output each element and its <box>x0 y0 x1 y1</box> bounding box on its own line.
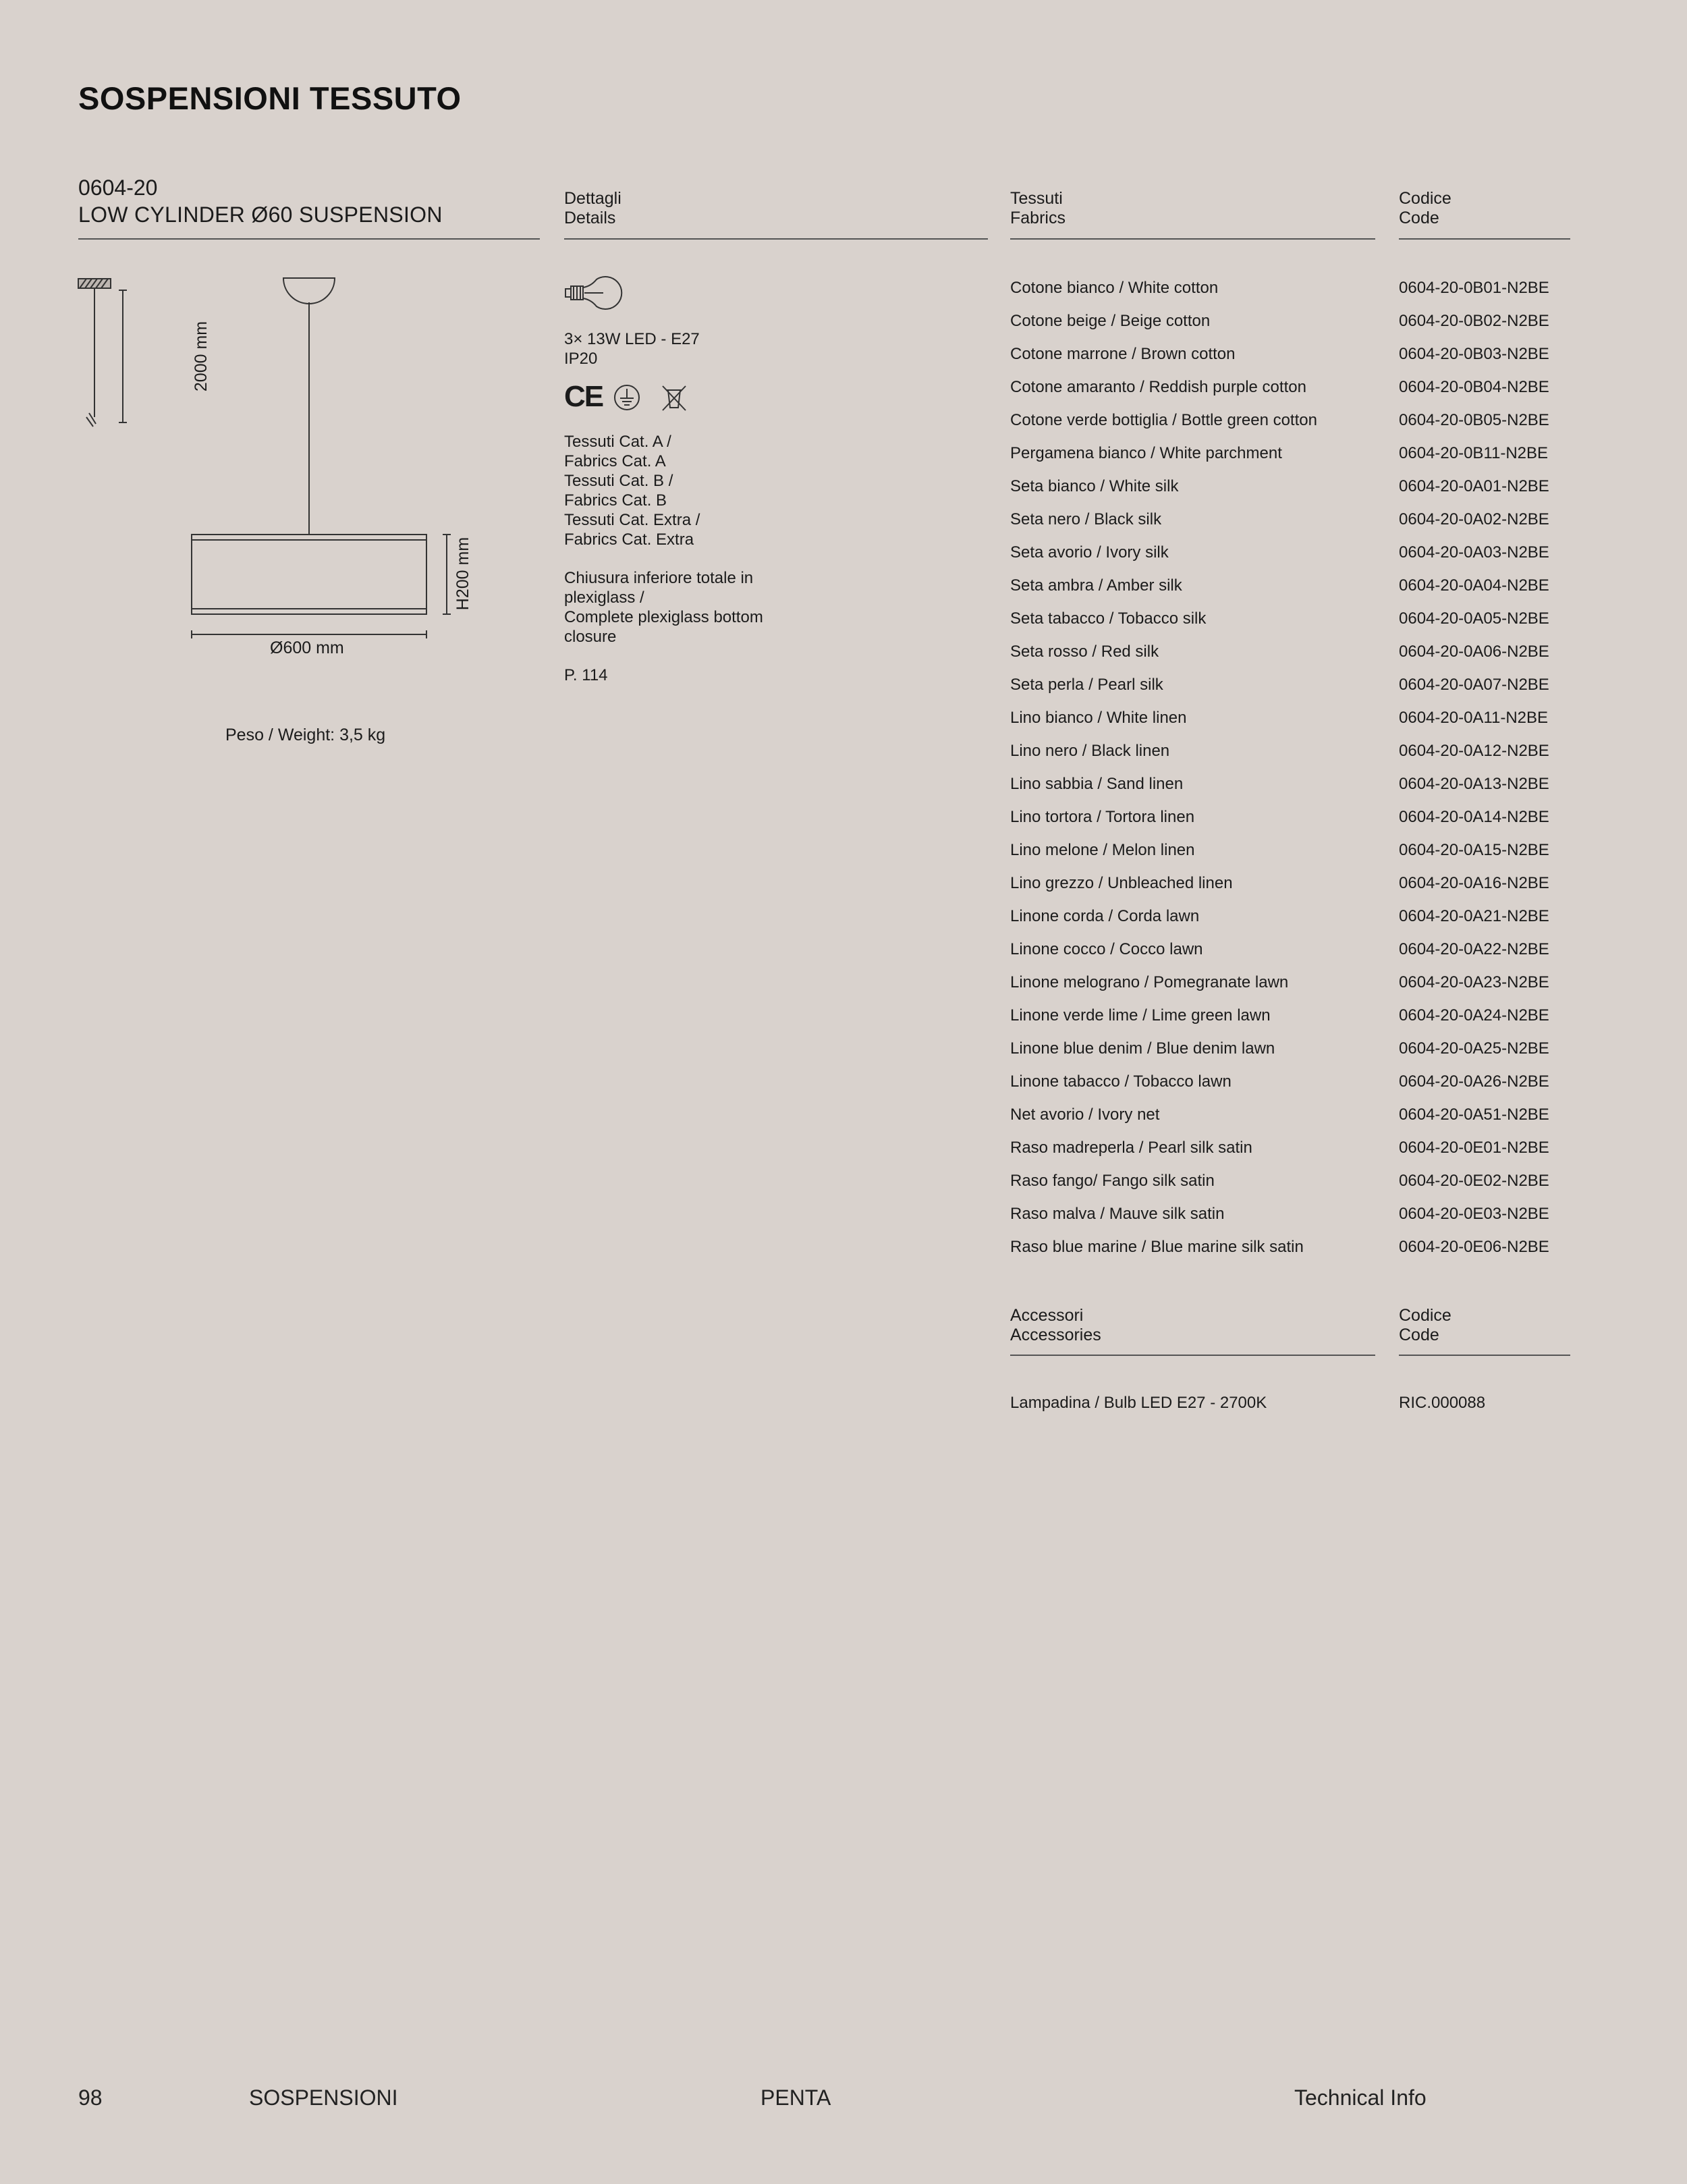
fabric-code: 0604-20-0A23-N2BE <box>1399 973 1549 991</box>
fabric-code: 0604-20-0A25-N2BE <box>1399 1039 1549 1058</box>
fabric-name: Lino sabbia / Sand linen <box>1010 775 1184 793</box>
details-header-it: Dettagli <box>564 189 621 208</box>
fabric-code: 0604-20-0A01-N2BE <box>1399 477 1549 495</box>
accessories-code-header <box>1399 1306 1451 1345</box>
fabric-name: Linone cocco / Cocco lawn <box>1010 940 1203 958</box>
accessories-rule <box>1010 1355 1375 1356</box>
ceiling-plate-side-icon <box>78 279 111 427</box>
fabric-name: Raso fango/ Fango silk satin <box>1010 1172 1215 1190</box>
fabric-code: 0604-20-0A12-N2BE <box>1399 742 1549 760</box>
fabric-code: 0604-20-0A07-N2BE <box>1399 676 1549 694</box>
fabric-code: 0604-20-0A51-N2BE <box>1399 1105 1549 1124</box>
fabric-name: Net avorio / Ivory net <box>1010 1105 1160 1124</box>
product-rule <box>78 238 540 240</box>
product-code: 0604-20 <box>78 175 158 200</box>
ip-rating: IP20 <box>564 350 598 368</box>
fabrics-code-header-en: Code <box>1399 209 1439 227</box>
accessories-code-rule <box>1399 1355 1570 1356</box>
fabric-row <box>1010 1171 1617 1204</box>
fabrics-rule <box>1010 238 1375 240</box>
fabric-row <box>1010 873 1617 906</box>
fabric-name: Lino nero / Black linen <box>1010 742 1170 760</box>
fabric-name: Lino tortora / Tortora linen <box>1010 808 1195 826</box>
fabric-code: 0604-20-0B04-N2BE <box>1399 378 1549 396</box>
fabric-name: Seta rosso / Red silk <box>1010 643 1159 661</box>
fabric-row <box>1010 311 1617 344</box>
fabric-code: 0604-20-0B03-N2BE <box>1399 345 1549 363</box>
fabric-name: Cotone beige / Beige cotton <box>1010 312 1211 330</box>
fabric-code: 0604-20-0A22-N2BE <box>1399 940 1549 958</box>
fabric-code: 0604-20-0A03-N2BE <box>1399 543 1549 562</box>
fabric-row <box>1010 1072 1617 1105</box>
fabric-code: 0604-20-0E02-N2BE <box>1399 1172 1549 1190</box>
bulb-icon <box>561 274 626 312</box>
page-number: 98 <box>78 2085 103 2110</box>
cable-length-label: 2000 mm <box>192 321 211 392</box>
details-header <box>564 189 621 228</box>
fabric-cat-line: Fabrics Cat. Extra <box>564 530 694 549</box>
fabric-row <box>1010 410 1617 443</box>
fabric-code: 0604-20-0A05-N2BE <box>1399 609 1549 628</box>
fabric-row <box>1010 1006 1617 1039</box>
fabric-row <box>1010 576 1617 609</box>
fabric-row <box>1010 278 1617 311</box>
fabric-row <box>1010 642 1617 675</box>
fabric-code: 0604-20-0A13-N2BE <box>1399 775 1549 793</box>
fabric-row <box>1010 1237 1617 1270</box>
fabric-name: Raso blue marine / Blue marine silk satin <box>1010 1238 1304 1256</box>
fabrics-header-en: Fabrics <box>1010 209 1066 227</box>
fabrics-header <box>1010 189 1066 228</box>
closure-line: plexiglass / <box>564 589 644 607</box>
fabric-code: 0604-20-0E06-N2BE <box>1399 1238 1549 1256</box>
fabric-name: Linone corda / Corda lawn <box>1010 907 1200 925</box>
fabric-code: 0604-20-0B05-N2BE <box>1399 411 1549 429</box>
closure-line: Chiusura inferiore totale in <box>564 569 754 587</box>
diameter-label: Ø600 mm <box>270 638 344 657</box>
fabric-row <box>1010 708 1617 741</box>
fabric-name: Linone tabacco / Tobacco lawn <box>1010 1072 1232 1091</box>
closure-line: closure <box>564 628 617 646</box>
fabrics-header-it: Tessuti <box>1010 189 1063 208</box>
fabric-code: 0604-20-0A16-N2BE <box>1399 874 1549 892</box>
fabric-name: Lino melone / Melon linen <box>1010 841 1195 859</box>
fabric-code: 0604-20-0A26-N2BE <box>1399 1072 1549 1091</box>
fabric-name: Seta nero / Black silk <box>1010 510 1162 528</box>
fabric-cat-line: Fabrics Cat. A <box>564 452 666 470</box>
fabric-row <box>1010 774 1617 807</box>
fabric-name: Seta perla / Pearl silk <box>1010 676 1163 694</box>
fabric-code: 0604-20-0E01-N2BE <box>1399 1139 1549 1157</box>
fabric-cat-line: Tessuti Cat. Extra / <box>564 511 700 529</box>
fabric-code: 0604-20-0A06-N2BE <box>1399 643 1549 661</box>
technical-drawing <box>67 270 499 675</box>
footer-collection: PENTA <box>760 2085 831 2110</box>
fabric-row <box>1010 973 1617 1006</box>
details-header-en: Details <box>564 209 616 227</box>
ground-symbol-icon <box>613 383 641 412</box>
accessories-code-header-en: Code <box>1399 1326 1439 1344</box>
fabric-name: Raso malva / Mauve silk satin <box>1010 1205 1225 1223</box>
fabric-code: 0604-20-0A02-N2BE <box>1399 510 1549 528</box>
fabric-row <box>1010 443 1617 476</box>
fabric-code: 0604-20-0A21-N2BE <box>1399 907 1549 925</box>
fabric-code: 0604-20-0E03-N2BE <box>1399 1205 1549 1223</box>
fabric-row <box>1010 1105 1617 1138</box>
height-dimension-line <box>443 535 451 614</box>
fabric-row <box>1010 1204 1617 1237</box>
fabric-row <box>1010 609 1617 642</box>
fabric-name: Linone verde lime / Lime green lawn <box>1010 1006 1271 1025</box>
fabric-row <box>1010 807 1617 840</box>
ce-mark-icon: CE <box>564 380 603 413</box>
fabric-row <box>1010 377 1617 410</box>
weight-label: Peso / Weight: 3,5 kg <box>225 726 386 744</box>
fabric-code: 0604-20-0A04-N2BE <box>1399 576 1549 595</box>
page-reference: P. 114 <box>564 666 608 684</box>
fabric-row <box>1010 939 1617 973</box>
accessories-header-it: Accessori <box>1010 1306 1084 1325</box>
fabrics-code-header <box>1399 189 1451 228</box>
accessory-row <box>1010 1394 1617 1414</box>
accessories-header <box>1010 1306 1101 1345</box>
fabric-name: Linone melograno / Pomegranate lawn <box>1010 973 1289 991</box>
details-notes <box>564 432 942 704</box>
fabric-name: Cotone bianco / White cotton <box>1010 279 1219 297</box>
accessories-header-en: Accessories <box>1010 1326 1101 1344</box>
closure-line: Complete plexiglass bottom <box>564 608 763 626</box>
page-title: SOSPENSIONI TESSUTO <box>78 80 462 116</box>
height-label: H200 mm <box>453 537 472 611</box>
fabric-row <box>1010 476 1617 510</box>
fabric-name: Seta bianco / White silk <box>1010 477 1179 495</box>
pendant-lamp-drawing <box>192 278 426 614</box>
weee-bin-icon <box>660 383 688 412</box>
fabric-code: 0604-20-0B02-N2BE <box>1399 312 1549 330</box>
details-rule <box>564 238 988 240</box>
fabric-code: 0604-20-0B01-N2BE <box>1399 279 1549 297</box>
bulb-spec: 3× 13W LED - E27 <box>564 330 700 348</box>
fabric-code: 0604-20-0A11-N2BE <box>1399 709 1549 727</box>
fabric-name: Cotone amaranto / Reddish purple cotton <box>1010 378 1306 396</box>
fabric-cat-line: Tessuti Cat. A / <box>564 433 671 451</box>
fabric-name: Seta avorio / Ivory silk <box>1010 543 1169 562</box>
footer-section: SOSPENSIONI <box>249 2085 398 2110</box>
certification-icons <box>564 382 767 414</box>
fabric-cat-line: Tessuti Cat. B / <box>564 472 673 490</box>
fabric-row <box>1010 906 1617 939</box>
product-name: LOW CYLINDER Ø60 SUSPENSION <box>78 202 443 227</box>
details-block <box>564 329 942 387</box>
fabric-row <box>1010 510 1617 543</box>
fabric-name: Seta ambra / Amber silk <box>1010 576 1182 595</box>
fabric-row <box>1010 741 1617 774</box>
fabric-row <box>1010 840 1617 873</box>
fabric-name: Lino bianco / White linen <box>1010 709 1187 727</box>
accessories-code-header-it: Codice <box>1399 1306 1451 1325</box>
fabric-row <box>1010 1039 1617 1072</box>
fabric-list <box>1010 278 1617 1270</box>
fabric-row <box>1010 344 1617 377</box>
fabric-name: Seta tabacco / Tobacco silk <box>1010 609 1207 628</box>
fabric-row <box>1010 543 1617 576</box>
fabric-name: Pergamena bianco / White parchment <box>1010 444 1282 462</box>
fabric-name: Cotone verde bottiglia / Bottle green cotton <box>1010 411 1317 429</box>
fabric-name: Lino grezzo / Unbleached linen <box>1010 874 1233 892</box>
fabric-row <box>1010 675 1617 708</box>
diameter-dimension-line <box>192 630 426 638</box>
accessory-code: RIC.000088 <box>1399 1394 1486 1412</box>
fabric-cat-line: Fabrics Cat. B <box>564 491 667 510</box>
fabric-name: Linone blue denim / Blue denim lawn <box>1010 1039 1275 1058</box>
cable-dimension-line <box>119 290 127 422</box>
fabric-row <box>1010 1138 1617 1171</box>
footer-chapter: Technical Info <box>1294 2085 1427 2110</box>
fabric-code: 0604-20-0A24-N2BE <box>1399 1006 1549 1025</box>
fabric-name: Raso madreperla / Pearl silk satin <box>1010 1139 1252 1157</box>
fabrics-code-rule <box>1399 238 1570 240</box>
accessory-name: Lampadina / Bulb LED E27 - 2700K <box>1010 1394 1267 1412</box>
fabric-code: 0604-20-0B11-N2BE <box>1399 444 1549 462</box>
fabric-name: Cotone marrone / Brown cotton <box>1010 345 1236 363</box>
fabric-code: 0604-20-0A14-N2BE <box>1399 808 1549 826</box>
fabrics-code-header-it: Codice <box>1399 189 1451 208</box>
fabric-code: 0604-20-0A15-N2BE <box>1399 841 1549 859</box>
